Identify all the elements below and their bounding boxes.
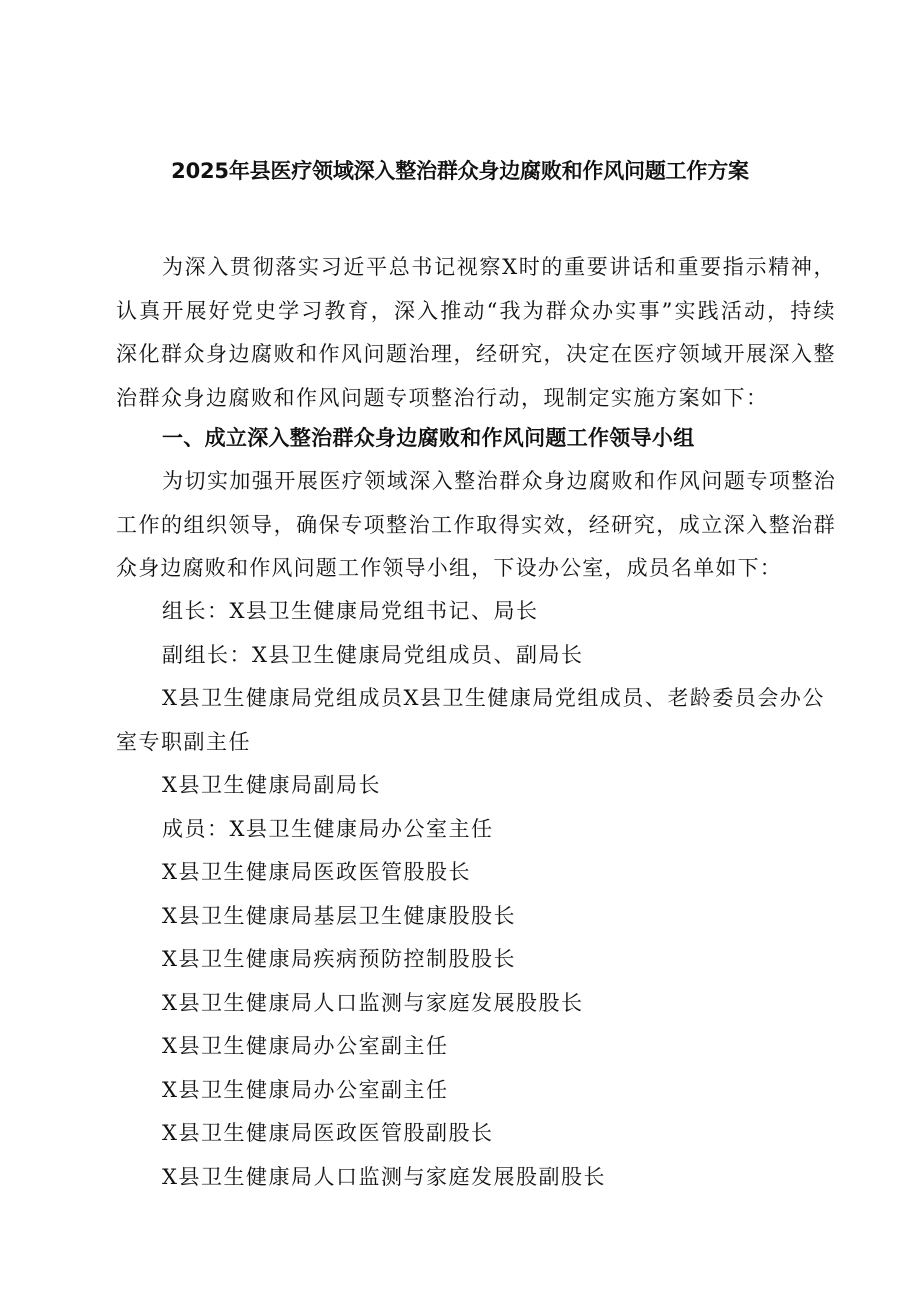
member-line: X县卫生健康局医政医管股股长 bbox=[162, 860, 471, 884]
intro-paragraph: 为深入贯彻落实习近平总书记视察X时的重要讲话和重要指示精神，认真开展好党史学习教育，深入推动“我为群众办实事”实践活动，持续深化群众身边腐败和作风问题治理，经研究，决定在医疗领域开展深入整治群众身边腐败和作风问题专项整治行动，现制定实施方案如下： bbox=[116, 255, 836, 410]
member-line: 成员：X县卫生健康局办公室主任 bbox=[162, 816, 494, 841]
member-line: X县卫生健康局医政医管股副股长 bbox=[162, 1121, 494, 1145]
member-line: X县卫生健康局办公室副主任 bbox=[162, 1034, 449, 1058]
member-list bbox=[116, 590, 836, 1199]
member-line: X县卫生健康局人口监测与家庭发展股副股长 bbox=[162, 1164, 606, 1189]
document-title: 2025年县医疗领域深入整治群众身边腐败和作风问题工作方案 bbox=[171, 159, 749, 183]
member-line: X县卫生健康局基层卫生健康股股长 bbox=[162, 903, 516, 928]
member-line: 副组长：X县卫生健康局党组成员、副局长 bbox=[162, 642, 584, 667]
member-line: 组长：X县卫生健康局党组书记、局长 bbox=[162, 599, 539, 623]
member-line: X县卫生健康局疾病预防控制股股长 bbox=[162, 947, 516, 971]
section-heading-1: 一、成立深入整治群众身边腐败和作风问题工作领导小组 bbox=[162, 426, 695, 450]
member-line: X县卫生健康局党组成员X县卫生健康局党组成员、老龄委员会办公室专职副主任 bbox=[116, 686, 825, 754]
section-1-paragraph: 为切实加强开展医疗领域深入整治群众身边腐败和作风问题专项整治工作的组织领导，确保专项整治工作取得实效，经研究，成立深入整治群众身边腐败和作风问题工作领导小组，下设办公室，成员名单如下： bbox=[116, 469, 836, 580]
member-line: X县卫生健康局人口监测与家庭发展股股长 bbox=[162, 990, 584, 1015]
member-line: X县卫生健康局副局长 bbox=[162, 773, 381, 797]
member-line: X县卫生健康局办公室副主任 bbox=[162, 1077, 449, 1102]
